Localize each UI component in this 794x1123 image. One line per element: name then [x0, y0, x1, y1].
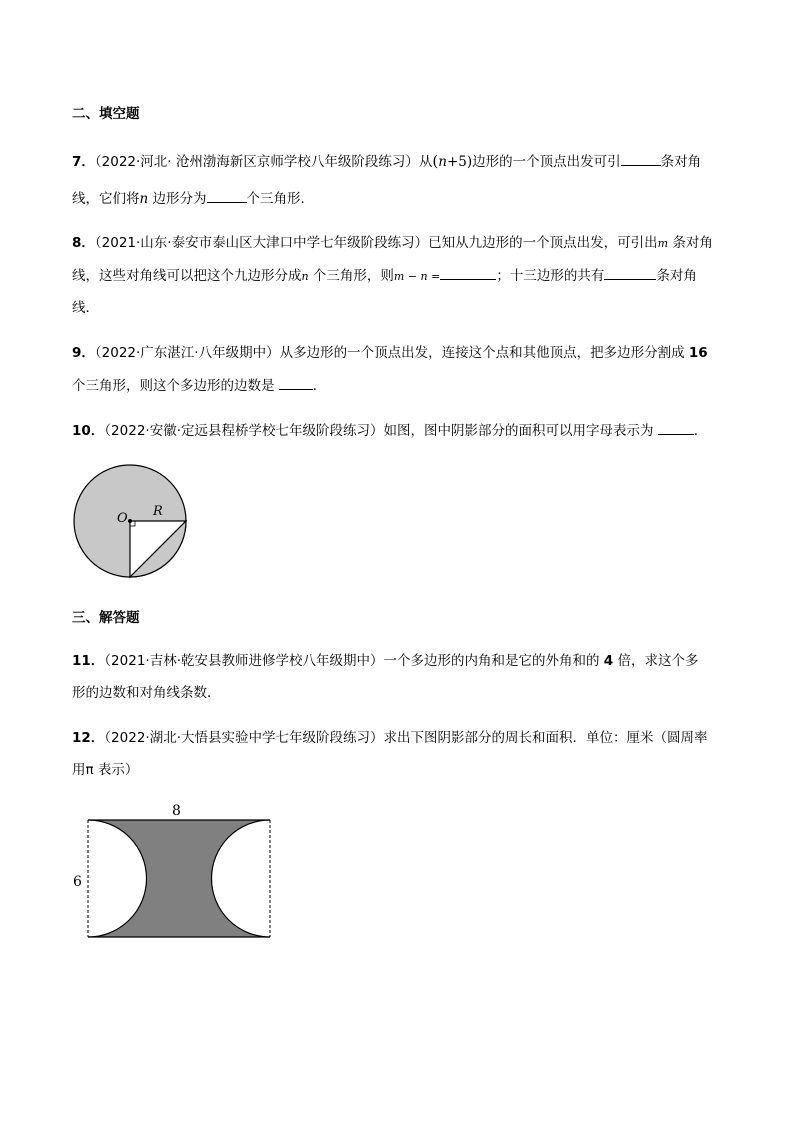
- question-12-number: 12: [72, 730, 91, 746]
- question-10-figure: [72, 462, 197, 587]
- question-12-line-1: 12．（2022·湖北·大悟县实验中学七年级阶段练习）求出下图阴影部分的周长和面积．单位：厘米（圆周率: [72, 730, 708, 746]
- question-10-line-1: 10．（2022·安徽·定远县程桥学校七年级阶段练习）如图，图中阴影部分的面积可以用字母表示为 ．: [72, 420, 722, 441]
- label-center-o: O: [117, 511, 128, 526]
- question-7-blank-1[interactable]: [621, 151, 661, 166]
- question-9-source: （2022·广东湛江·八年级期中）: [94, 345, 280, 361]
- center-point: [128, 519, 132, 523]
- question-10-source: （2022·安徽·定远县程桥学校七年级阶段练习）: [104, 423, 384, 439]
- question-8-line-1: 8．（2021·山东·泰安市泰山区大津口中学七年级阶段练习）已知从九边形的一个顶点出发，可引出m 条对角: [72, 235, 713, 251]
- question-7-line-1: 7．（2022·河北· 沧州渤海新区京师学校八年级阶段练习）从(n+5)边形的一个顶点出发可引 条对角: [72, 152, 702, 170]
- question-9-line-2: 个三角形，则这个多边形的边数是 ．: [72, 375, 722, 396]
- question-8-line-2: 线，这些对角线可以把这个九边形分成n 个三角形，则m − n = ；十三边形的共有 条对角: [72, 265, 722, 287]
- question-9-line-1: 9．（2022·广东湛江·八年级期中）从多边形的一个顶点出发，连接这个点和其他顶点，把多边形分割成 16: [72, 345, 708, 361]
- shaded-region: [88, 820, 270, 937]
- section-title-solve: 三、解答题: [72, 610, 140, 626]
- question-8-blank-2[interactable]: [604, 265, 656, 280]
- question-10-number: 10: [72, 423, 91, 439]
- question-7-number: 7: [72, 154, 82, 170]
- question-8-number: 8: [72, 235, 82, 251]
- question-7-expression: n: [438, 154, 447, 170]
- question-11-number: 11: [72, 653, 91, 669]
- label-height: 6: [73, 874, 82, 890]
- question-12-figure: [68, 800, 283, 945]
- label-width: 8: [172, 803, 181, 819]
- question-7-line-2: 线，它们将n 边形分为 个三角形．: [72, 188, 722, 209]
- question-9-blank[interactable]: [279, 375, 313, 390]
- question-12-line-2: 用π 表示）: [72, 762, 139, 778]
- question-11-line-1: 11．（2021·吉林·乾安县教师进修学校八年级期中）一个多边形的内角和是它的外角和的 4 倍，求这个多: [72, 653, 699, 669]
- question-8-blank-1[interactable]: [440, 265, 496, 280]
- question-11-line-2: 形的边数和对角线条数．: [72, 685, 221, 701]
- question-7-blank-2[interactable]: [207, 188, 247, 203]
- label-radius-r: R: [153, 504, 163, 519]
- question-7-source: （2022·河北· 沧州渤海新区京师学校八年级阶段练习）: [94, 154, 419, 170]
- question-10-blank[interactable]: [658, 420, 694, 435]
- section-title-fill-in: 二、填空题: [72, 106, 140, 122]
- question-11-source: （2021·吉林·乾安县教师进修学校八年级期中）: [104, 653, 384, 669]
- question-8-line-3: 线．: [72, 300, 99, 316]
- question-8-source: （2021·山东·泰安市泰山区大津口中学七年级阶段练习）: [94, 235, 429, 251]
- question-12-source: （2022·湖北·大悟县实验中学七年级阶段练习）: [104, 730, 384, 746]
- question-9-number: 9: [72, 345, 82, 361]
